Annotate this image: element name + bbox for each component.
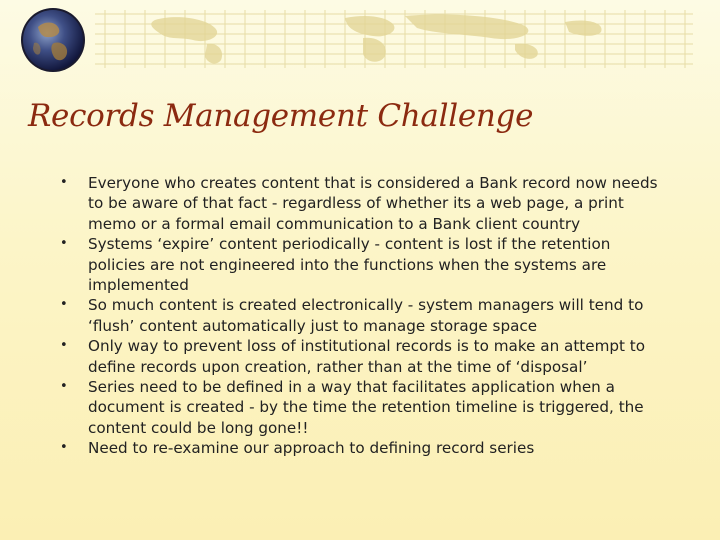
list-item <box>60 438 670 458</box>
bullet-icon: • <box>60 236 68 252</box>
list-item <box>60 295 670 336</box>
bullet-text: Need to re-examine our approach to defining record series <box>88 439 535 458</box>
bullet-text: Systems ‘expire’ content periodically - content is lost if the retention policies are not engineered into the functions when the systems are implemented <box>88 235 611 295</box>
bullet-icon: • <box>60 297 68 313</box>
bullet-text: Only way to prevent loss of institutional records is to make an attempt to define records upon creation, rather than at the time of ‘disposal’ <box>88 337 646 376</box>
bullet-list <box>60 173 670 459</box>
globe-icon <box>20 7 86 73</box>
list-item <box>60 336 670 377</box>
bullet-text: Everyone who creates content that is considered a Bank record now needs to be aware of that fact - regardless of whether its a web page, a print memo or a formal email communication to a Bank client country <box>88 174 658 233</box>
list-item <box>60 234 670 295</box>
bullet-icon: • <box>60 440 68 456</box>
world-map-decoration <box>95 10 693 68</box>
slide-title: Records Management Challenge <box>28 98 534 134</box>
bullet-text: Series need to be defined in a way that facilitates application when a document is created - by the time the retention timeline is triggered, the content could be long gone!! <box>88 378 644 437</box>
bullet-icon: • <box>60 379 68 395</box>
bullet-icon: • <box>60 338 68 354</box>
bullet-icon: • <box>60 175 68 190</box>
bullet-text: So much content is created electronically - system managers will tend to ‘flush’ content automatically just to manage storage space <box>88 296 644 335</box>
list-item <box>60 173 670 234</box>
list-item <box>60 377 670 438</box>
